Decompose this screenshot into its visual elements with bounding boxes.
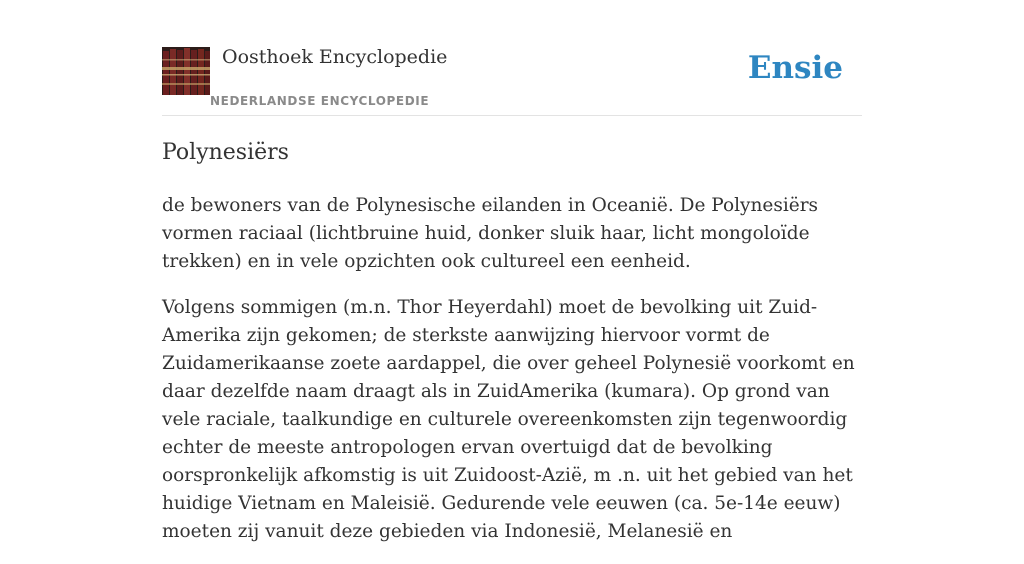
publication-name[interactable]: Oosthoek Encyclopedie [222, 46, 448, 68]
article-body [162, 192, 862, 564]
publication-header [162, 0, 862, 116]
brand-logo-link[interactable]: Ensie [747, 50, 843, 86]
article-paragraph: de bewoners van de Polynesische eilanden in Oceanië. De Polynesiërs vormen raciaal (lichtbruine huid, donker sluik haar, licht mongoloïde trekken) en in vele opzichten ook cultureel een eenheid. [162, 195, 819, 272]
publication-subtitle: NEDERLANDSE ENCYCLOPEDIE [210, 94, 430, 108]
article-title: Polynesiërs [162, 140, 289, 165]
page [162, 0, 862, 542]
avatar[interactable] [162, 47, 210, 95]
article-paragraph: Volgens sommigen (m.n. Thor Heyerdahl) moet de bevolking uit Zuid-Amerika zijn gekomen; de sterkste aanwijzing hiervoor vormt de Zuidamerikaanse zoete aardappel, die over geheel Polynesië voorkomt en daar dezelfde naam draagt als in ZuidAmerika (kumara). Op grond van vele raciale, taalkundige en culturele overeenkomsten zijn tegenwoordig echter de meeste antropologen ervan overtuigd dat de bevolking oorspronkelijk afkomstig is uit Zuidoost-Azië, m .n. uit het gebied van het huidige Vietnam en Maleisië. Gedurende vele eeuwen (ca. 5e-14e eeuw) moeten zij vanuit deze gebieden via Indonesië, Melanesië en [162, 297, 855, 542]
encyclopedia-books-icon [162, 47, 210, 95]
